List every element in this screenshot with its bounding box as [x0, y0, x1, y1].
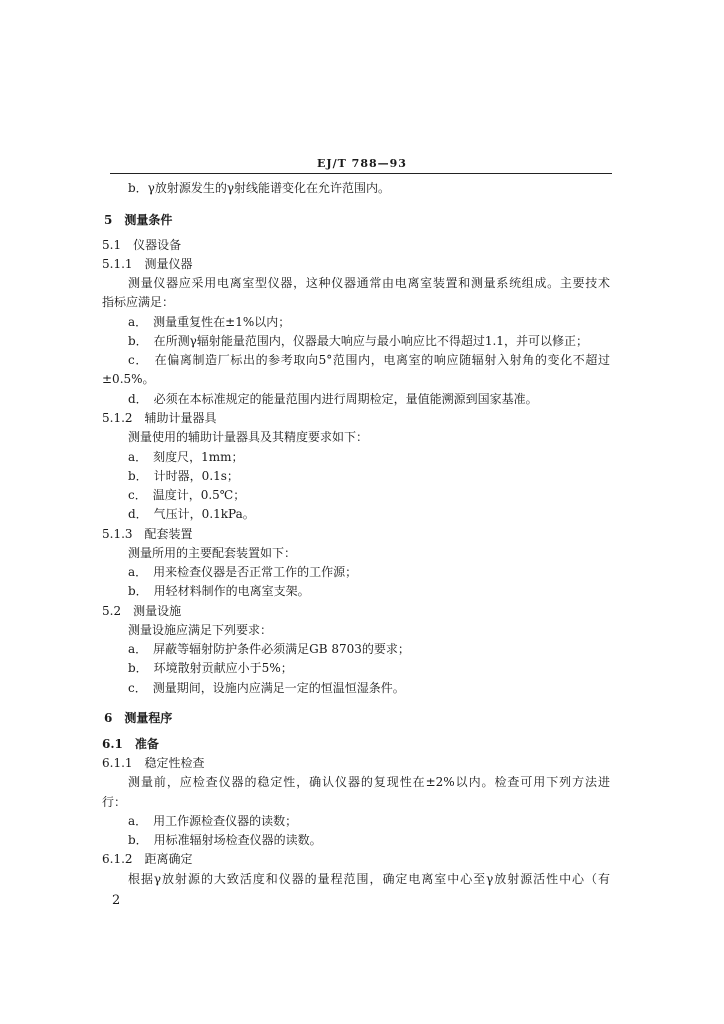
list-item-5-1-3-b: b． 用轻材料制作的电离室支架。 — [128, 584, 310, 598]
list-item-5-1-1-b: b． 在所测γ辐射能量范围内，仪器最大响应与最小响应比不得超过1.1，并可以修正； — [128, 334, 588, 348]
list-item-5-1-3-a: a． 用来检查仪器是否正常工作的工作源； — [128, 565, 358, 579]
section-6-1-1-heading: 6.1.1 稳定性检查 — [102, 756, 205, 770]
list-item-6-1-1-a: a． 用工作源检查仪器的读数； — [128, 814, 298, 828]
list-item-5-1-1-a: a． 测量重复性在±1%以内； — [128, 315, 291, 329]
section-5-1-heading: 5.1 仪器设备 — [102, 238, 182, 252]
header-rule — [110, 173, 612, 174]
paragraph-6-1-2-line1: 根据γ放射源的大致活度和仪器的量程范围，确定电离室中心至γ放射源活性中心（有 — [128, 872, 610, 886]
paragraph-5-1-1-line1: 测量仪器应采用电离室型仪器，这种仪器通常由电离室装置和测量系统组成。主要技术 — [128, 276, 610, 290]
section-6-1-2-heading: 6.1.2 距离确定 — [102, 852, 193, 866]
paragraph-5-1-3: 测量所用的主要配套装置如下： — [128, 546, 297, 560]
paragraph-6-1-1-line1: 测量前，应检查仪器的稳定性，确认仪器的复现性在±2%以内。检查可用下列方法进 — [128, 775, 610, 789]
list-item-b-top: b．γ放射源发生的γ射线能谱变化在允许范围内。 — [128, 181, 391, 195]
list-item-5-1-2-a: a． 刻度尺，1mm； — [128, 450, 244, 464]
section-5-1-3-heading: 5.1.3 配套装置 — [102, 527, 193, 541]
list-item-5-1-2-c: c． 温度计，0.5℃； — [128, 488, 246, 502]
paragraph-5-1-1-line2: 指标应满足： — [102, 295, 175, 309]
list-item-5-1-1-c-line1: c． 在偏离制造厂标出的参考取向5°范围内，电离室的响应随辐射入射角的变化不超过 — [128, 353, 610, 367]
paragraph-6-1-1-line2: 行： — [102, 795, 127, 809]
paragraph-5-1-2: 测量使用的辅助计量器具及其精度要求如下： — [128, 430, 369, 444]
list-item-5-1-2-b: b． 计时器，0.1s； — [128, 469, 239, 483]
list-item-5-1-2-d: d． 气压计，0.1kPa。 — [128, 507, 255, 521]
list-item-5-2-a: a． 屏蔽等辐射防护条件必须满足GB 8703的要求； — [128, 642, 410, 656]
list-item-5-2-c: c． 测量期间，设施内应满足一定的恒温恒湿条件。 — [128, 681, 405, 695]
section-6-1-heading: 6.1 准备 — [102, 737, 159, 751]
list-item-5-2-b: b． 环境散射贡献应小于5%； — [128, 661, 293, 675]
list-item-6-1-1-b: b． 用标准辐射场检查仪器的读数。 — [128, 833, 322, 847]
section-5-1-1-heading: 5.1.1 测量仪器 — [102, 257, 193, 271]
section-5-1-2-heading: 5.1.2 辅助计量器具 — [102, 411, 217, 425]
section-5-2-heading: 5.2 测量设施 — [102, 604, 182, 618]
paragraph-5-2: 测量设施应满足下列要求： — [128, 623, 273, 637]
standard-number-header: EJ/T 788—93 — [317, 157, 407, 170]
section-6-title: 6 测量程序 — [104, 711, 173, 725]
section-5-title: 5 测量条件 — [104, 213, 173, 227]
page-number: 2 — [112, 893, 121, 908]
list-item-5-1-1-d: d． 必须在本标准规定的能量范围内进行周期检定，量值能溯源到国家基准。 — [128, 392, 538, 406]
list-item-5-1-1-c-line2: ±0.5%。 — [102, 372, 155, 386]
